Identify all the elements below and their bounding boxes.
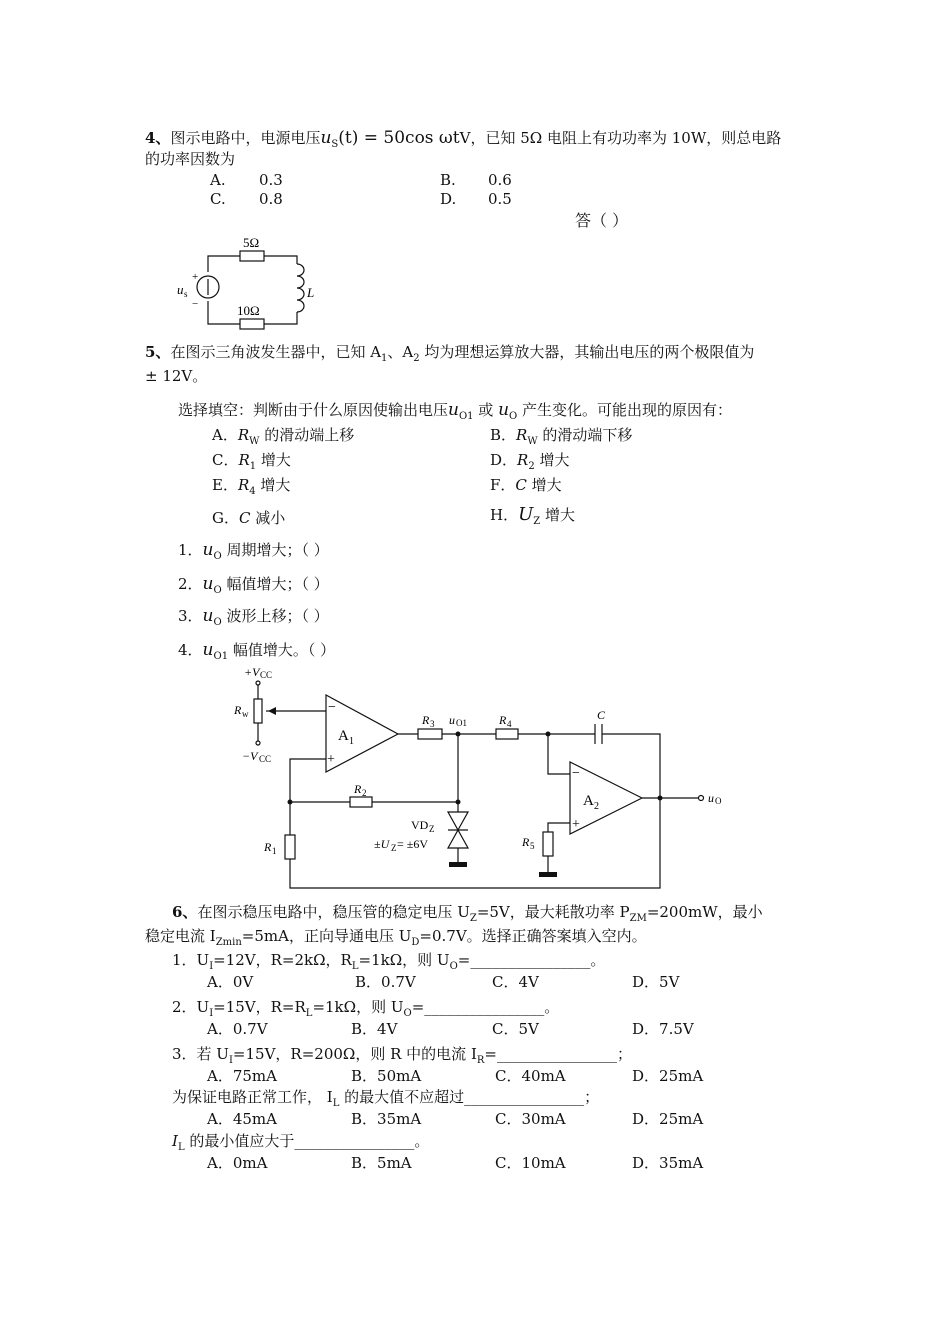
uo1-sub: O1: [456, 718, 467, 728]
q6-line2: 稳定电流 $I_{Zmin}=5mA$，正向导通电压 $U_D=0.7V$。选择正确答案填入空内。: [145, 927, 647, 948]
q4-option-d: D. 0.5: [440, 190, 512, 208]
q6-q3: 3．若 $U_I=15V$，R=200Ω，则 R 中的电流 $I_R=\_\_\_\_\_\_\_\_\_\_\_\_\_\_\_\_$；: [172, 1045, 632, 1066]
q6-q2-opt-c: C．5V: [492, 1020, 539, 1038]
vcc-neg-label: −V: [242, 749, 258, 763]
q4-answer: 答（ ）: [575, 211, 629, 230]
q6-q3c-opt-b: B．5mA: [351, 1154, 412, 1172]
q5-intro: 选择填空：判断由于什么原因使输出电压$u_{O1}$ 或 $u_O$ 产生变化。可能出现的原因有：: [178, 400, 733, 422]
q6-q3c-opt-a: A．0mA: [207, 1154, 268, 1172]
q6-q3c: $I_L$ 的最小值应大于________________。: [172, 1132, 430, 1153]
q6-q3c-opt-c: C．10mA: [495, 1154, 566, 1172]
q6-q1-opt-c: C．4V: [492, 973, 539, 991]
q6-q3-opt-b: B．50mA: [351, 1067, 422, 1085]
q5-cause-g: G．C 减小: [212, 509, 286, 527]
q6-q2: 2．$U_I=15V$，$R=R_L=1k\Omega$，则 $U_O=\_\_\_\_\_\_\_\_\_\_\_\_\_\_\_\_$。: [172, 998, 560, 1019]
q6-q3b-opt-a: A．45mA: [207, 1110, 277, 1128]
rw-sub: w: [242, 709, 249, 719]
a2-sub: 2: [594, 801, 599, 812]
q5-question-1: 1．$u_O$ 周期增大；（ ）: [178, 540, 329, 562]
q4-source-label: u: [177, 282, 184, 297]
q6-q2-opt-b: B．4V: [351, 1020, 398, 1038]
q4-minus: −: [192, 298, 199, 310]
uo-sub: O: [715, 796, 722, 806]
rw-label: R: [234, 703, 242, 717]
q5-cause-h: H．$U_Z$ 增大: [490, 504, 575, 527]
q6-q3-opt-a: A．75mA: [207, 1067, 277, 1085]
q5-question-3: 3．$u_O$ 波形上移；（ ）: [178, 606, 329, 628]
q5-question-2: 2．$u_O$ 幅值增大；（ ）: [178, 574, 329, 596]
q5-cause-e: E．$R_4$ 增大: [212, 476, 291, 497]
vcc-neg-sub: CC: [259, 754, 272, 764]
q5-question-4: 4．$u_{O1}$ 幅值增大。（ ）: [178, 640, 336, 662]
q4-inductor-label: L: [307, 285, 315, 300]
q4-r2-label: 10Ω: [237, 303, 260, 318]
q6-q1-opt-b: B．0.7V: [355, 973, 416, 991]
uo-label: u: [708, 791, 714, 805]
a2-plus: +: [572, 817, 580, 832]
q5-circuit-diagram: [230, 662, 730, 892]
a1-sub: 1: [349, 736, 354, 747]
vcc-pos-label: +V: [244, 665, 260, 679]
r5-sub: 5: [530, 841, 535, 851]
q6-q1-opt-d: D．5V: [632, 973, 680, 991]
q6-q3b-opt-b: B．35mA: [351, 1110, 422, 1128]
q6-q3-opt-c: C．40mA: [495, 1067, 566, 1085]
q5-cause-b: B．$R_W$ 的滑动端下移: [490, 426, 633, 447]
q5-cause-c: C．$R_1$ 增大: [212, 451, 291, 472]
vcc-pos-sub: CC: [260, 670, 273, 680]
c-label: C: [597, 708, 606, 722]
uz-sub: Z: [391, 843, 397, 853]
q4-option-c: C. 0.8: [210, 190, 283, 208]
r1-sub: 1: [272, 846, 277, 856]
q6-q3b-opt-c: C．30mA: [495, 1110, 566, 1128]
q6-q1: 1．$U_I=12V$，R=2kΩ，$R_L=1k\Omega$，则 $U_O=\_\_\_\_\_\_\_\_\_\_\_\_\_\_\_\_$。: [172, 951, 606, 972]
q6-q3c-opt-d: D．35mA: [632, 1154, 704, 1172]
q4-circuit-diagram: [170, 230, 330, 330]
q5-line2: ± 12V。: [145, 367, 208, 385]
q5-line1: 5、在图示三角波发生器中，已知 $A_1$、$A_2$ 均为理想运算放大器，其输出电压的两个极限值为: [145, 343, 755, 364]
r3-sub: 3: [430, 719, 435, 729]
r4-label: R: [499, 713, 507, 727]
q4-r1-label: 5Ω: [243, 235, 260, 250]
q6-q3b-opt-d: D．25mA: [632, 1110, 704, 1128]
a2-minus: −: [572, 766, 580, 781]
q5-cause-d: D．$R_2$ 增大: [490, 451, 570, 472]
uo1-label: u: [449, 713, 455, 727]
q4-option-b: B. 0.6: [440, 171, 512, 189]
a1-minus: −: [328, 700, 336, 715]
q6-q3b: 为保证电路正常工作， $I_L$ 的最大值不应超过________________；: [172, 1088, 600, 1109]
q6-q2-opt-d: D．7.5V: [632, 1020, 694, 1038]
q6-line1: 6、在图示稳压电路中，稳压管的稳定电压 $U_Z=5V$，最大耗散功率 $P_{ZM}=200mW$，最小: [172, 903, 763, 924]
uz-label: ±U: [374, 837, 390, 851]
r4-sub: 4: [507, 719, 512, 729]
q5-cause-f: F．C 增大: [490, 476, 562, 494]
a1-plus: +: [327, 752, 335, 767]
q4-line2: 的功率因数为: [145, 150, 236, 168]
uz-value: = ±6V: [397, 837, 429, 851]
q4-line1: 4、图示电路中，电源电压$u_S(t) = 50\cos$ ωtV，已知 5Ω 电阻上有功功率为 10W，则总电路: [145, 128, 782, 150]
r2-sub: 2: [362, 788, 367, 798]
q4-option-a: A. 0.3: [210, 171, 283, 189]
a2-label: A: [583, 793, 594, 809]
q4-plus: +: [192, 271, 199, 283]
vdz-label: VD: [411, 818, 429, 832]
q6-q2-opt-a: A．0.7V: [207, 1020, 268, 1038]
r1-label: R: [264, 840, 272, 854]
q4-source-sub: s: [184, 289, 188, 299]
a1-label: A: [338, 728, 349, 744]
r3-label: R: [422, 713, 430, 727]
q6-q1-opt-a: A．0V: [207, 973, 254, 991]
q6-q3-opt-d: D．25mA: [632, 1067, 704, 1085]
r5-label: R: [522, 835, 530, 849]
q5-cause-a: A．$R_W$ 的滑动端上移: [212, 426, 355, 447]
r2-label: R: [354, 782, 362, 796]
vdz-sub: Z: [429, 824, 435, 834]
